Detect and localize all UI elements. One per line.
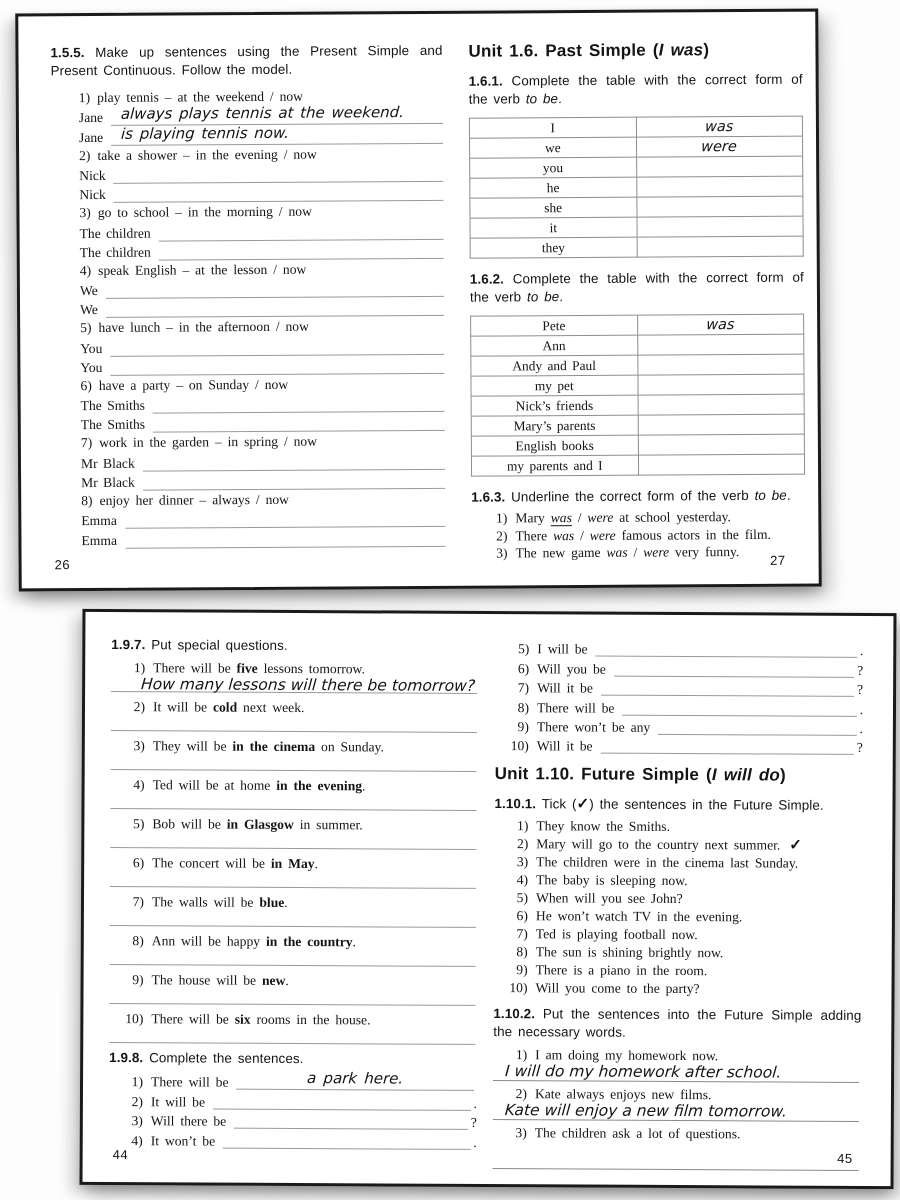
question-item: 2) take a shower – in the evening / now (79, 146, 317, 163)
exercise-197-items (109, 659, 479, 1045)
question-item: 1) Mary was / were at school yesterday. (495, 509, 731, 526)
answer-line (493, 1103, 859, 1122)
question-item: 10) Will you come to the party? (509, 980, 700, 997)
book-spread-bottom (79, 609, 896, 1189)
answer-line: The children (80, 239, 444, 260)
question-item: 6) He won’t watch TV in the evening. (516, 908, 743, 925)
handwritten-answer: a park here. (306, 1069, 405, 1088)
question-item: 9) There is a piano in the room. (516, 962, 708, 979)
question-item: 2) There was / were famous actors in the film. (496, 526, 771, 544)
answer-line (493, 1152, 859, 1171)
question-item: 8) The sun is shining brightly now. (516, 944, 724, 961)
fill-in-row: 1) There will be a park here. (109, 1071, 477, 1092)
table-row: you (470, 156, 803, 178)
table-row: we were (470, 136, 803, 158)
answer-line: Jane always plays tennis at the weekend. (79, 105, 443, 126)
question-item: 4) The baby is sleeping now. (516, 872, 688, 889)
fill-in-row: 10) Will it be ? (495, 735, 863, 756)
exercise-198-instruction: 1.9.8. Complete the sentences. (109, 1050, 304, 1067)
question-item: 5) have lunch – in the afternoon / now (80, 318, 309, 336)
exercise-155-instruction: 1.5.5. Make up sentences using the Present Simple and Present Continuous. Follow the model. (50, 42, 449, 79)
blank-line (622, 696, 856, 716)
blank-line (234, 1110, 468, 1130)
exercise-163-items (485, 508, 805, 563)
question-item: 6) have a party – on Sunday / now (80, 376, 289, 393)
fill-in-row: 4) It won’t be . (109, 1129, 477, 1150)
exercise-number: 1.5.5. (50, 45, 85, 61)
page-number-27: 27 (770, 552, 786, 568)
unit-110-heading: Unit 1.10. Future Simple (I will do) (494, 764, 786, 785)
handwritten-answer: Kate will enjoy a new film tomorrow. (504, 1101, 788, 1121)
table-row: she (470, 196, 803, 218)
page-number-44: 44 (112, 1147, 129, 1163)
table-row: English books (471, 434, 804, 456)
question-item: 3) The children were in the cinema last Sunday. (516, 854, 799, 871)
blank-line (658, 716, 856, 736)
exercise-1102-instruction: 1.10.2. Put the sentences into the Future Simple adding the necessary words. (493, 1006, 868, 1041)
blank-line (596, 638, 857, 658)
exercise-161-instruction: 1.6.1. Complete the table with the correct form of the verb to be. (468, 71, 809, 107)
question-item: 10) There will be six rooms in the house. (125, 1011, 371, 1028)
question-item: 2) Kate always enjoys new films. (515, 1086, 712, 1103)
handwritten-answer: were (700, 138, 738, 155)
handwritten-answer: is playing tennis now. (120, 123, 290, 143)
fill-in-row: 5) I will be . (495, 638, 863, 659)
exercise-1101-instruction: 1.10.1. Tick (✓) the sentences in the Future Simple. (494, 795, 824, 814)
answer-line: We (80, 297, 444, 318)
answer-line (110, 911, 476, 928)
table-row: Nick’s friends (471, 394, 804, 416)
fill-in-row: 7) Will it be ? (495, 677, 863, 698)
exercise-197-instruction: 1.9.7. Put special questions. (111, 637, 288, 653)
exercise-155-items (79, 86, 446, 549)
check-icon: ✓ (576, 795, 590, 813)
question-item: 6) The concert will be in May. (132, 855, 319, 872)
answer-line (111, 716, 477, 733)
answer-line: Mr Black (81, 470, 445, 491)
question-item: 4) Ted will be at home in the evening. (133, 777, 366, 794)
answer-line: The children (80, 220, 444, 241)
answer-line (109, 1028, 475, 1045)
book-spread-top (15, 9, 822, 592)
answer-line (110, 872, 476, 889)
handwritten-answer: I will do my homework after school. (504, 1062, 783, 1082)
table-row: Andy and Paul (471, 354, 804, 376)
exercise-163-instruction: 1.6.3. Underline the correct form of the verb to be. (471, 487, 791, 505)
question-item: 8) enjoy her dinner – always / now (81, 491, 290, 509)
blank-line (236, 1071, 474, 1091)
answer-line: Jane is playing tennis now. (79, 124, 443, 145)
answer-line (111, 677, 477, 694)
table-row: Pete was (471, 314, 804, 336)
handwritten-answer: was (704, 118, 734, 135)
answer-line: You (80, 335, 444, 356)
table-row: he (470, 176, 803, 198)
answer-line (109, 989, 475, 1006)
question-item: 3) The new game was / were very funny. (496, 544, 740, 561)
fill-in-row: 2) It will be . (109, 1090, 477, 1111)
question-item: 3) The children ask a lot of questions. (515, 1125, 741, 1142)
table-row: Ann (471, 334, 804, 356)
question-item: 3) go to school – in the morning / now (79, 203, 312, 221)
unit-16-heading: Unit 1.6. Past Simple (I was) (468, 40, 710, 61)
answer-line: Nick (79, 163, 443, 184)
table-row: it (470, 216, 803, 238)
to-be-table-2 (470, 314, 805, 477)
page-number-45: 45 (837, 1150, 853, 1166)
question-item: 7) work in the garden – in spring / now (80, 434, 318, 451)
question-item: 5) Bob will be in Glasgow in summer. (133, 816, 363, 833)
table-row: they (470, 236, 803, 258)
question-item: 1) play tennis – at the weekend / now (78, 88, 304, 106)
answer-line: The Smiths (81, 412, 445, 433)
blank-line (213, 1090, 471, 1110)
question-item: 7) The walls will be blue. (132, 894, 288, 910)
handwritten-answer: was (705, 316, 736, 333)
question-item: 5) When will you see John? (516, 890, 683, 907)
exercise-198-items-continued (495, 638, 864, 756)
exercise-198-items (109, 1071, 477, 1150)
exercise-1102-items (493, 1045, 862, 1171)
blank-line (614, 657, 854, 677)
blank-line (223, 1129, 470, 1149)
question-item: 1) They know the Smiths. (517, 818, 671, 835)
blank-line (601, 735, 854, 755)
answer-line (493, 1064, 859, 1083)
table-row: Mary’s parents (471, 414, 804, 436)
blank-line (601, 677, 854, 697)
question-item: 8) Ann will be happy in the country. (132, 933, 357, 950)
answer-line: You (80, 355, 444, 376)
answer-line (110, 794, 476, 811)
table-row: my parents and I (471, 454, 804, 476)
page-44-column (109, 636, 480, 1172)
fill-in-row: 6) Will you be ? (495, 657, 863, 678)
question-item: 1) There will be five lessons tomorrow. (133, 660, 365, 677)
question-item: 2) It will be cold next week. (133, 699, 305, 716)
answer-line: We (80, 278, 444, 299)
check-icon: ✓ (789, 837, 802, 854)
exercise-162-instruction: 1.6.2. Complete the table with the correct form of the verb to be. (469, 269, 810, 305)
answer-line (110, 833, 476, 850)
page-number-26: 26 (54, 557, 71, 573)
page-27-column (468, 40, 810, 563)
answer-line: Emma (81, 508, 445, 529)
handwritten-answer: always plays tennis at the weekend. (120, 103, 405, 124)
answer-line (110, 950, 476, 967)
answer-line: Emma (81, 527, 445, 548)
page-26-column (50, 42, 449, 565)
handwritten-answer: How many lessons will there be tomorrow? (140, 675, 476, 695)
table-row: my pet (471, 374, 804, 396)
answer-line: The Smiths (81, 393, 445, 414)
fill-in-row: 9) There won’t be any . (495, 716, 863, 737)
answer-line: Mr Black (81, 451, 445, 472)
to-be-table-1 (469, 116, 804, 259)
exercise-1101-items (493, 817, 862, 999)
page-45-column (493, 638, 868, 1174)
answer-line: Nick (79, 182, 443, 203)
answer-line (111, 755, 477, 772)
fill-in-row: 8) There will be . (495, 696, 863, 717)
question-item: 4) speak English – at the lesson / now (79, 261, 307, 278)
question-item: 2) Mary will go to the country next summer. ✓ (516, 836, 802, 854)
table-row: I was (469, 116, 802, 138)
question-item: 1) I am doing my homework now. (515, 1047, 719, 1064)
question-item: 7) Ted is playing football now. (516, 926, 698, 943)
question-item: 3) They will be in the cinema on Sunday. (133, 738, 384, 755)
question-item: 9) The house will be new. (132, 972, 289, 988)
fill-in-row: 3) Will there be ? (109, 1110, 477, 1131)
